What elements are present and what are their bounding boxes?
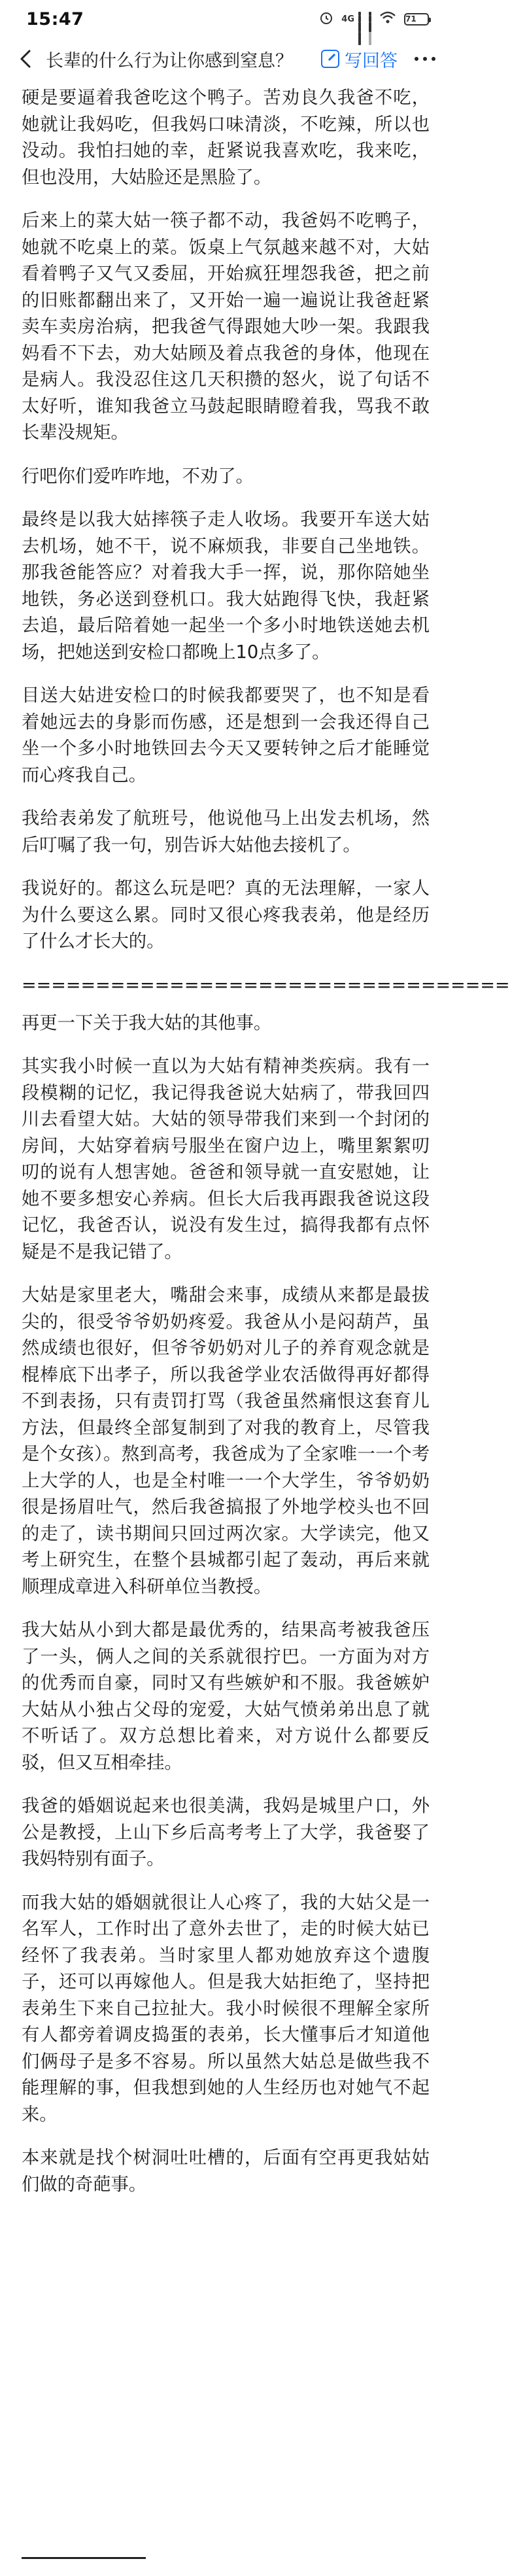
- status-bar: [0, 0, 451, 38]
- alarm-icon: [319, 10, 333, 27]
- answer-paragraph: 我给表弟发了航班号，他说他马上出发去机场，然后叮嘱了我一句，别告诉大姑他去接机了。: [22, 808, 430, 855]
- status-time: 15:47: [26, 9, 84, 29]
- answer-paragraph: 后来上的菜大姑一筷子都不动，我爸妈不吃鸭子，她就不吃桌上的菜。饭桌上气氛越来越不对，大姑看着鸭子又气又委屈，开始疯狂埋怨我爸，把之前的旧账都翻出来了，又开始一遍一遍说让我爸赶紧卖车卖房治病，把我爸气得跟她大吵一架。我跟我妈看不下去，劝大姑顾及着点我爸的身体，他现在是病人。我没忍住这几天积攒的怒火，说了句话不太好听，谁知我爸立马鼓起眼睛瞪着我，骂我不敢长辈没规矩。: [22, 211, 430, 443]
- section-divider: =================================: [22, 974, 510, 995]
- battery-icon: [404, 13, 429, 26]
- answer-paragraph: 大姑是家里老大，嘴甜会来事，成绩从来都是最拔尖的，很受爷爷奶奶疼爱。我爸从小是闷葫芦，虽然成绩也很好，但爷爷奶奶对儿子的养育观念就是棍棒底下出孝子，所以我爸学业农活做得再好都得不到表扬，只有责罚打骂（我爸虽然痛恨这套育儿方法，但最终全部复制到了对我的教育上，尽管我是个女孩）。熬到高考，我爸成为了全家唯一一个考上大学的人，也是全村唯一一个大学生，爷爷奶奶很是扬眉吐气，然后我爸搞报了外地学校头也不回的走了，读书期间只回过两次家。大学读完，他又考上研究生，在整个县城都引起了轰动，再后来就顺理成章进入科研单位当教授。: [22, 1285, 430, 1597]
- answer-paragraph: 而我大姑的婚姻就很让人心疼了，我的大姑父是一名军人，工作时出了意外去世了，走的时候大姑已经怀了我表弟。当时家里人都劝她放弃这个遗腹子，还可以再嫁他人。但是我大姑拒绝了，坚持把表弟生下来自己拉扯大。我小时候很不理解全家所有人都旁着调皮捣蛋的表弟，长大懂事后才知道他们俩母子是多不容易。所以虽然大姑总是做些我不能理解的事，但我想到她的人生经历也对她气不起来。: [22, 1892, 430, 2125]
- answer-paragraph: 再更一下关于我大姑的其他事。: [22, 1012, 272, 1033]
- chevron-left-icon[interactable]: [14, 48, 37, 70]
- answer-paragraph: 其实我小时候一直以为大姑有精神类疾病。我有一段模糊的记忆，我记得我爸说大姑病了，带我回四川去看望大姑。大姑的领导带我们来到一个封闭的房间，大姑穿着病号服坐在窗户边上，嘴里絮絮叨叨的说有人想害她。爸爸和领导就一直安慰她，让她不要多想安心养病。但长大后我再跟我爸说这段记忆，我爸否认，说没有发生过，搞得我都有点怀疑是不是我记错了。: [22, 1056, 430, 1262]
- network-type: 4G: [341, 14, 354, 24]
- answer-paragraph: 行吧你们爱咋咋地，不劝了。: [22, 466, 254, 487]
- answer-content: [0, 80, 510, 2198]
- wifi-icon: [379, 11, 396, 27]
- question-title[interactable]: 长辈的什么行为让你感到窒息？: [46, 50, 293, 71]
- signal-icon-2: [369, 12, 371, 26]
- status-icons: [319, 10, 429, 27]
- write-answer-label: 写回答: [345, 50, 398, 71]
- bottom-divider-line: [22, 2557, 146, 2559]
- answer-paragraph: 本来就是找个树洞吐吐槽的，后面有空再更我姑姑们做的奇葩事。: [22, 2148, 430, 2195]
- answer-paragraph: 我爸的婚姻说起来也很美满，我妈是城里户口，外公是教授，上山下乡后高考考上了大学，我爸娶了我妈特别有面子。: [22, 1796, 430, 1869]
- battery-level: 71: [405, 14, 416, 24]
- answer-paragraph: 我大姑从小到大都是最优秀的，结果高考被我爸压了一头，俩人之间的关系就很拧巴。一方面为对方的优秀而自豪，同时又有些嫉妒和不服。我爸嫉妒大姑从小独占父母的宠爱，大姑气愤弟弟出息了就不听话了。双方总想比着来，对方说什么都要反驳，但又互相牵挂。: [22, 1620, 430, 1773]
- pen-square-icon: [321, 50, 339, 68]
- answer-paragraph: 我说好的。都这么玩是吧？真的无法理解，一家人为什么要这么累。同时又很心疼我表弟，他是经历了什么才长大的。: [22, 878, 430, 952]
- answer-paragraph: 最终是以我大姑摔筷子走人收场。我要开车送大姑去机场，她不干，说不麻烦我，非要自己坐地铁。那我爸能答应？对着我大手一挥，说，那你陪她坐地铁，务必送到登机口。我大姑跑得飞快，我赶紧去追，最后陪着她一起坐一个多小时地铁送她去机场，把她送到安检口都晚上10点多了。: [22, 509, 430, 662]
- more-dots-icon[interactable]: [412, 46, 438, 72]
- title-bar: [0, 38, 451, 80]
- answer-paragraph: 硬是要逼着我爸吃这个鸭子。苦劝良久我爸不吃，她就让我妈吃，但我妈口味清淡，不吃辣，所以也没动。我怕扫她的幸，赶紧说我喜欢吃，我来吃，但也没用，大姑脸还是黑脸了。: [22, 88, 430, 188]
- signal-icon: [358, 12, 361, 26]
- answer-paragraph: 目送大姑进安检口的时候我都要哭了，也不知是看着她远去的身影而伤感，还是想到一会我还得自己坐一个多小时地铁回去今天又要转钟之后才能睡觉而心疼我自己。: [22, 685, 430, 785]
- write-answer-button[interactable]: [321, 46, 398, 72]
